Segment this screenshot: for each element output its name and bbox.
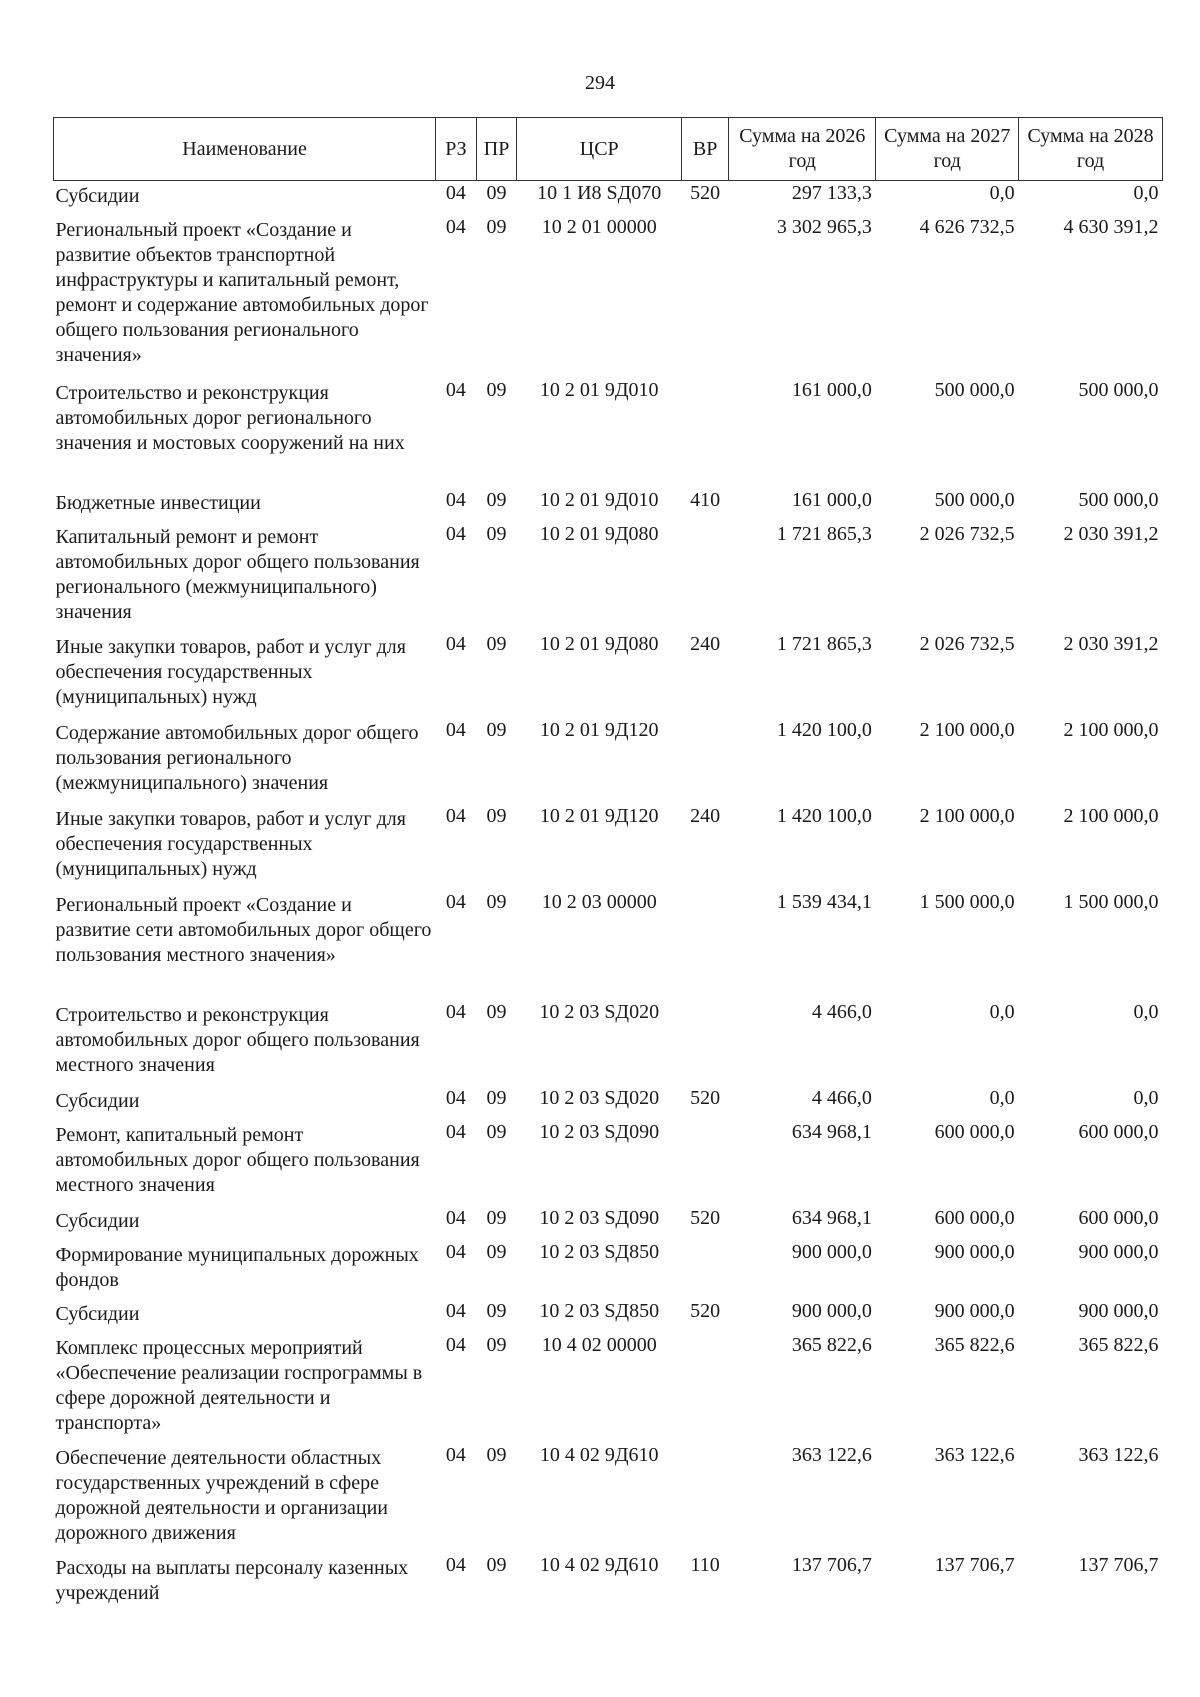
row-vr — [682, 1000, 729, 1086]
row-sum-2028: 2 030 391,2 — [1063, 633, 1159, 655]
header-vr: ВР — [682, 118, 729, 181]
header-rz: РЗ — [436, 118, 477, 181]
row-name: Региональный проект «Создание и развитие сети автомобильных дорог общего пользования местного значения» — [55, 894, 432, 966]
table-row — [54, 632, 1163, 718]
row-csr: 10 2 03 00000 — [541, 891, 657, 913]
row-rz: 04 — [445, 1554, 466, 1576]
row-sum-2028: 2 100 000,0 — [1063, 805, 1159, 827]
row-pr: 09 — [486, 182, 507, 204]
row-pr: 09 — [486, 1241, 507, 1263]
header-sum-2027: Сумма на 2027 год — [876, 118, 1019, 181]
row-pr: 09 — [486, 489, 507, 511]
row-sum-2027: 363 122,6 — [934, 1444, 1015, 1466]
row-csr: 10 2 03 SД020 — [539, 1087, 660, 1109]
row-sum-2026: 297 133,3 — [791, 182, 872, 204]
row-pr: 09 — [486, 805, 507, 827]
row-sum-2028: 900 000,0 — [1078, 1241, 1159, 1263]
row-sum-2027: 137 706,7 — [934, 1554, 1015, 1576]
row-sum-2027: 600 000,0 — [934, 1121, 1015, 1143]
row-vr — [682, 215, 729, 378]
row-vr: 240 — [690, 633, 721, 655]
row-name: Бюджетные инвестиции — [55, 492, 261, 514]
row-rz: 04 — [445, 1207, 466, 1229]
table-row — [54, 181, 1163, 216]
row-rz: 04 — [445, 216, 466, 238]
row-pr: 09 — [486, 1444, 507, 1466]
row-pr: 09 — [486, 1554, 507, 1576]
row-rz: 04 — [445, 1300, 466, 1322]
row-sum-2028: 4 630 391,2 — [1063, 216, 1159, 238]
row-pr: 09 — [486, 1334, 507, 1356]
row-sum-2026: 900 000,0 — [791, 1241, 872, 1263]
table-row — [54, 804, 1163, 890]
row-sum-2028: 0,0 — [1133, 182, 1159, 204]
row-sum-2028: 900 000,0 — [1078, 1300, 1159, 1322]
row-vr: 520 — [690, 1087, 721, 1109]
row-sum-2028: 137 706,7 — [1078, 1554, 1159, 1576]
row-rz: 04 — [445, 1444, 466, 1466]
table-row — [54, 1086, 1163, 1120]
row-rz: 04 — [445, 633, 466, 655]
row-sum-2027: 2 100 000,0 — [919, 805, 1015, 827]
row-sum-2028: 0,0 — [1133, 1001, 1159, 1023]
row-sum-2026: 161 000,0 — [791, 379, 872, 401]
row-sum-2027: 2 026 732,5 — [919, 523, 1015, 545]
row-csr: 10 2 01 9Д080 — [539, 523, 659, 545]
row-name: Субсидии — [55, 1090, 140, 1112]
row-pr: 09 — [486, 633, 507, 655]
row-name: Формирование муниципальных дорожных фондов — [55, 1244, 419, 1291]
table-row — [54, 488, 1163, 522]
header-sum-2028: Сумма на 2028 год — [1019, 118, 1163, 181]
row-csr: 10 2 01 9Д010 — [539, 489, 659, 511]
row-vr — [682, 378, 729, 488]
table-row — [54, 1000, 1163, 1086]
row-vr — [682, 718, 729, 804]
row-sum-2028: 500 000,0 — [1078, 379, 1159, 401]
row-name: Капитальный ремонт и ремонт автомобильных дорог общего пользования регионального (межмуниципального) значения — [55, 526, 420, 623]
row-sum-2027: 0,0 — [989, 1087, 1015, 1109]
row-csr: 10 2 03 SД850 — [539, 1300, 660, 1322]
row-csr: 10 2 01 00000 — [541, 216, 657, 238]
table-row — [54, 890, 1163, 1000]
row-rz: 04 — [445, 1334, 466, 1356]
row-csr: 10 2 01 9Д010 — [539, 379, 659, 401]
row-vr — [682, 1120, 729, 1206]
row-name: Содержание автомобильных дорог общего пользования регионального (межмуниципального) значения — [55, 722, 419, 794]
row-pr: 09 — [486, 1121, 507, 1143]
table-row — [54, 1299, 1163, 1333]
row-vr — [682, 1333, 729, 1443]
row-sum-2026: 4 466,0 — [811, 1087, 872, 1109]
table-row — [54, 718, 1163, 804]
row-csr: 10 4 02 00000 — [541, 1334, 657, 1356]
row-name: Субсидии — [55, 1210, 140, 1232]
row-vr: 410 — [690, 489, 721, 511]
row-rz: 04 — [445, 379, 466, 401]
row-sum-2027: 500 000,0 — [934, 379, 1015, 401]
row-pr: 09 — [486, 523, 507, 545]
row-sum-2028: 600 000,0 — [1078, 1121, 1159, 1143]
row-name: Иные закупки товаров, работ и услуг для обеспечения государственных (муниципальных) нужд — [55, 636, 406, 708]
row-vr: 520 — [690, 1300, 721, 1322]
row-name: Расходы на выплаты персоналу казенных учреждений — [55, 1557, 409, 1604]
table-row — [54, 215, 1163, 378]
row-sum-2027: 365 822,6 — [934, 1334, 1015, 1356]
row-name: Строительство и реконструкция автомобильных дорог регионального значения и мостовых сооружений на них — [55, 382, 405, 454]
row-name: Обеспечение деятельности областных государственных учреждений в сфере дорожной деятельности и организации дорожного движения — [55, 1447, 388, 1544]
table-row — [54, 1120, 1163, 1206]
row-vr — [682, 1240, 729, 1299]
header-pr: ПР — [476, 118, 517, 181]
table-body — [54, 181, 1163, 1613]
row-name: Комплекс процессных мероприятий «Обеспечение реализации госпрограммы в сфере дорожной деятельности и транспорта» — [55, 1337, 423, 1434]
row-pr: 09 — [486, 1300, 507, 1322]
table-row — [54, 1206, 1163, 1240]
row-pr: 09 — [486, 1207, 507, 1229]
header-sum-2026: Сумма на 2026 год — [729, 118, 876, 181]
table-row — [54, 1443, 1163, 1553]
row-sum-2027: 600 000,0 — [934, 1207, 1015, 1229]
row-rz: 04 — [445, 805, 466, 827]
row-sum-2027: 1 500 000,0 — [919, 891, 1015, 913]
row-csr: 10 2 03 SД020 — [539, 1001, 660, 1023]
row-sum-2026: 1 539 434,1 — [776, 891, 872, 913]
row-vr: 110 — [690, 1554, 720, 1576]
row-rz: 04 — [445, 1241, 466, 1263]
row-sum-2026: 365 822,6 — [791, 1334, 872, 1356]
row-sum-2028: 365 822,6 — [1078, 1334, 1159, 1356]
row-rz: 04 — [445, 523, 466, 545]
row-sum-2027: 0,0 — [989, 1001, 1015, 1023]
row-vr: 520 — [690, 1207, 721, 1229]
row-pr: 09 — [486, 891, 507, 913]
row-sum-2026: 900 000,0 — [791, 1300, 872, 1322]
row-sum-2026: 3 302 965,3 — [776, 216, 872, 238]
table-row — [54, 1240, 1163, 1299]
budget-table — [53, 117, 1163, 1612]
table-row — [54, 1553, 1163, 1612]
row-sum-2028: 2 030 391,2 — [1063, 523, 1159, 545]
row-sum-2026: 634 968,1 — [791, 1207, 872, 1229]
row-sum-2026: 1 420 100,0 — [776, 719, 872, 741]
row-sum-2027: 2 026 732,5 — [919, 633, 1015, 655]
row-sum-2028: 0,0 — [1133, 1087, 1159, 1109]
row-rz: 04 — [445, 891, 466, 913]
table-row — [54, 378, 1163, 488]
row-sum-2028: 600 000,0 — [1078, 1207, 1159, 1229]
table-row — [54, 522, 1163, 632]
row-sum-2027: 0,0 — [989, 182, 1015, 204]
row-sum-2026: 1 420 100,0 — [776, 805, 872, 827]
row-csr: 10 2 01 9Д080 — [539, 633, 659, 655]
row-sum-2027: 4 626 732,5 — [919, 216, 1015, 238]
table-header — [54, 118, 1163, 181]
row-name: Субсидии — [55, 185, 140, 207]
row-name: Ремонт, капитальный ремонт автомобильных дорог общего пользования местного значения — [55, 1124, 420, 1196]
row-vr — [682, 522, 729, 632]
row-rz: 04 — [445, 1121, 466, 1143]
row-sum-2026: 137 706,7 — [791, 1554, 872, 1576]
row-pr: 09 — [486, 216, 507, 238]
row-sum-2026: 634 968,1 — [791, 1121, 872, 1143]
row-sum-2028: 1 500 000,0 — [1063, 891, 1159, 913]
row-name: Иные закупки товаров, работ и услуг для обеспечения государственных (муниципальных) нужд — [55, 808, 406, 880]
row-name: Региональный проект «Создание и развитие объектов транспортной инфраструктуры и капитальный ремонт, ремонт и содержание автомобильных дорог общего пользования регионального значения» — [55, 219, 429, 366]
row-csr: 10 4 02 9Д610 — [539, 1554, 659, 1576]
row-csr: 10 4 02 9Д610 — [539, 1444, 659, 1466]
row-sum-2026: 1 721 865,3 — [776, 633, 872, 655]
row-csr: 10 2 03 SД090 — [539, 1207, 660, 1229]
row-csr: 10 2 03 SД090 — [539, 1121, 660, 1143]
row-sum-2028: 500 000,0 — [1078, 489, 1159, 511]
row-csr: 10 2 01 9Д120 — [539, 719, 659, 741]
row-vr: 240 — [690, 805, 721, 827]
row-rz: 04 — [445, 1087, 466, 1109]
row-sum-2026: 363 122,6 — [791, 1444, 872, 1466]
row-pr: 09 — [486, 1001, 507, 1023]
row-vr — [682, 890, 729, 1000]
row-sum-2028: 2 100 000,0 — [1063, 719, 1159, 741]
row-name: Субсидии — [55, 1303, 140, 1325]
table-row — [54, 1333, 1163, 1443]
row-sum-2027: 900 000,0 — [934, 1300, 1015, 1322]
row-csr: 10 1 И8 SД070 — [537, 182, 662, 204]
row-sum-2026: 4 466,0 — [811, 1001, 872, 1023]
row-rz: 04 — [445, 182, 466, 204]
header-csr: ЦСР — [517, 118, 682, 181]
row-sum-2027: 900 000,0 — [934, 1241, 1015, 1263]
row-sum-2027: 2 100 000,0 — [919, 719, 1015, 741]
row-rz: 04 — [445, 489, 466, 511]
row-sum-2028: 363 122,6 — [1078, 1444, 1159, 1466]
row-sum-2027: 500 000,0 — [934, 489, 1015, 511]
page-number: 294 — [585, 72, 615, 94]
row-sum-2026: 1 721 865,3 — [776, 523, 872, 545]
header-name: Наименование — [54, 118, 436, 181]
row-rz: 04 — [445, 1001, 466, 1023]
row-csr: 10 2 01 9Д120 — [539, 805, 659, 827]
row-pr: 09 — [486, 1087, 507, 1109]
row-name: Строительство и реконструкция автомобильных дорог общего пользования местного значения — [55, 1004, 420, 1076]
row-pr: 09 — [486, 379, 507, 401]
row-vr — [682, 1443, 729, 1553]
row-csr: 10 2 03 SД850 — [539, 1241, 660, 1263]
row-sum-2026: 161 000,0 — [791, 489, 872, 511]
row-rz: 04 — [445, 719, 466, 741]
row-pr: 09 — [486, 719, 507, 741]
row-vr: 520 — [690, 182, 721, 204]
